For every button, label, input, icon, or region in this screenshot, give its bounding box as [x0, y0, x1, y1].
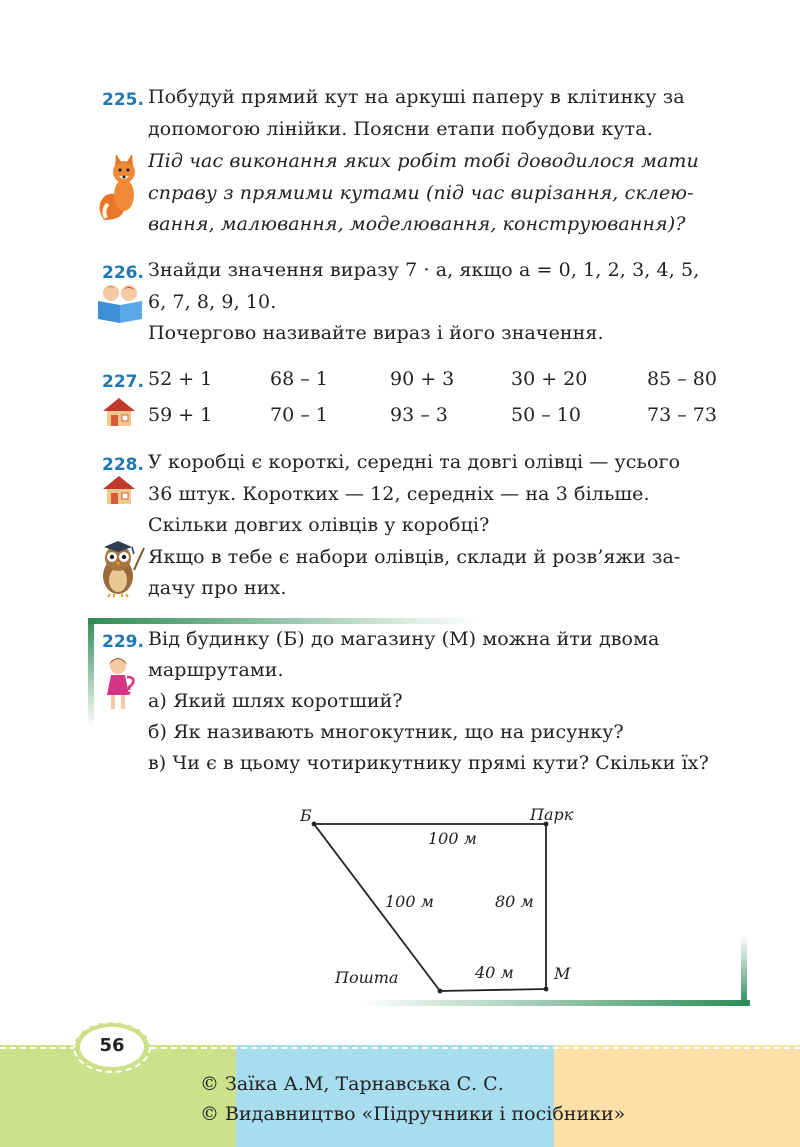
expression: 70 – 1 — [270, 404, 328, 426]
expression: 73 – 73 — [647, 404, 717, 426]
exercise-number-228: 228. — [102, 455, 144, 475]
exercise-229-question-c: в) Чи є в цьому чотирикутнику прямі кути? Скільки їх? — [148, 752, 709, 774]
exercise-226-line-2: 6, 7, 8, 9, 10. — [148, 291, 277, 313]
vertex-point — [544, 987, 549, 992]
exercise-228-line-1: У коробці є короткі, середні та довгі олівці — усього — [148, 451, 681, 473]
exercise-228-note-1: Якщо в тебе є набори олівців, склади й розв’яжи за- — [148, 546, 681, 568]
vertex-point — [312, 822, 317, 827]
exercise-225-note-1: Під час виконання яких робіт тобі доводилося мати — [148, 150, 699, 172]
expression: 90 + 3 — [390, 368, 455, 390]
vertex-label-park: Парк — [530, 805, 574, 824]
vertex-label-m: М — [554, 964, 571, 983]
edge-label-right: 80 м — [495, 892, 534, 911]
edge-label-bottom: 40 м — [475, 963, 514, 982]
expression: 52 + 1 — [148, 368, 213, 390]
expression: 30 + 20 — [511, 368, 588, 390]
copyright-authors: © Заїка А.М, Тарнавська С. С. — [200, 1073, 504, 1095]
vertex-label-post: Пошта — [335, 968, 399, 987]
exercise-229-question-a: а) Який шлях коротший? — [148, 690, 403, 712]
edge-label-top: 100 м — [428, 829, 477, 848]
exercise-225-line-1: Побудуй прямий кут на аркуші паперу в клітинку за — [148, 86, 685, 108]
footer-band-peach — [554, 1045, 800, 1147]
exercise-226-line-1: Знайди значення виразу 7 · a, якщо a = 0, 1, 2, 3, 4, 5, — [148, 259, 700, 281]
page-number: 56 — [99, 1035, 125, 1056]
expression: 59 + 1 — [148, 404, 213, 426]
exercise-229-line-1: Від будинку (Б) до магазину (М) можна йти двома — [148, 628, 660, 650]
exercise-229-line-2: маршрутами. — [148, 659, 284, 681]
exercise-number-225: 225. — [102, 90, 144, 110]
exercise-number-229: 229. — [102, 632, 144, 652]
edge-label-left: 100 м — [385, 892, 434, 911]
expression: 85 – 80 — [647, 368, 717, 390]
exercise-number-227: 227. — [102, 372, 144, 392]
vertex-point — [438, 989, 443, 994]
exercise-229-question-b: б) Як називають многокутник, що на рисунку? — [148, 721, 624, 743]
expression: 68 – 1 — [270, 368, 328, 390]
exercise-225-line-2: допомогою лінійки. Поясни етапи побудови кута. — [148, 118, 653, 140]
exercise-228-note-2: дачу про них. — [148, 577, 287, 599]
copyright-publisher: © Видавництво «Підручники і посібники» — [200, 1103, 626, 1125]
footer-band-blue — [236, 1045, 554, 1147]
expression: 50 – 10 — [511, 404, 581, 426]
exercise-226-line-3: Почергово називайте вираз і його значення. — [148, 322, 604, 344]
exercise-228-line-2: 36 штук. Коротких — 12, середніх — на 3 більше. — [148, 483, 650, 505]
vertex-label-b: Б — [300, 806, 312, 825]
exercise-225-note-3: вання, малювання, моделювання, конструювання)? — [148, 213, 686, 235]
exercise-225-note-2: справу з прямими кутами (під час вирізання, склею- — [148, 182, 694, 204]
exercise-228-line-3: Скільки довгих олівців у коробці? — [148, 514, 490, 536]
expression: 93 – 3 — [390, 404, 448, 426]
exercise-number-226: 226. — [102, 263, 144, 283]
